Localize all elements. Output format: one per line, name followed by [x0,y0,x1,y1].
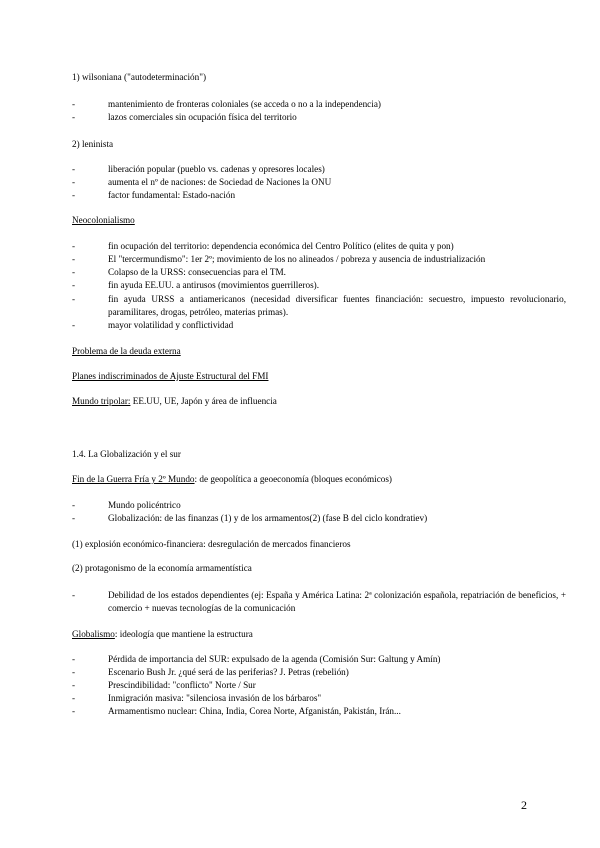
section-heading-mundo-tripolar: Mundo tripolar: [72,396,131,406]
paragraph: (2) protagonismo de la economía armamentística [72,563,252,573]
section-heading-planes: Planes indiscriminados de Ajuste Estructural del FMI [72,371,269,381]
list-item-text: Pérdida de importancia del SUR: expulsado de la agenda (Comisión Sur: Galtung y Amín) [108,654,441,664]
list-item-text: Mundo policéntrico [108,500,181,510]
globalismo-text: : ideología que mantiene la estructura [114,629,253,639]
guerra-fria-line [72,474,530,485]
list-item [72,667,566,678]
mundo-tripolar-line [72,396,530,407]
list-item [72,164,566,175]
list-item-text: fin ocupación del territorio: dependencia económica del Centro Político (elites de quita y pon) [108,241,454,251]
bullet-dash: - [72,654,76,664]
page-number: 2 [521,798,527,812]
bullet-dash: - [72,267,76,277]
list-item-text: mantenimiento de fronteras coloniales (se acceda o no a la independencia) [108,99,381,109]
list-item-text: Globalización: de las finanzas (1) y de los armamentos(2) (fase B del ciclo kondratiev) [108,513,428,523]
list-item-text: Debilidad de los estados dependientes (ej: España y América Latina: 2ª colonización española, repatriación de beneficios, + comercio + nuevas tecnologías de la comunicación [108,590,566,613]
bullet-dash: - [72,164,76,174]
list-item-text: fin ayuda URSS a antiamericanos (necesidad diversificar fuentes financiación: secuestro, impuesto revolucionario, paramilitares, drogas, petróleo, materias primas). [108,294,566,317]
list-item [72,706,566,717]
bullet-dash: - [72,590,76,600]
list-item-text: factor fundamental: Estado-nación [108,190,236,200]
bullet-dash: - [72,667,76,677]
bullet-dash: - [72,500,76,510]
bullet-dash: - [72,680,76,690]
list-item [72,320,566,331]
list-item [72,293,566,319]
list-item [72,190,566,201]
list-item [72,280,566,291]
bullet-dash: - [72,99,76,109]
list-item [72,241,566,252]
section-heading-guerra-fria: Fin de la Guerra Fría y 2º Mundo [72,474,195,484]
list-item-text: Colapso de la URSS: consecuencias para el TM. [108,267,286,277]
bullet-dash: - [72,241,76,251]
bullet-dash: - [72,320,76,330]
list-item [72,500,566,511]
list-item [72,254,566,265]
bullet-dash: - [72,693,76,703]
section-heading-deuda: Problema de la deuda externa [72,346,181,356]
paragraph: (1) explosión económico-financiera: desregulación de mercados financieros [72,539,351,549]
bullet-dash: - [72,294,76,304]
list-item [72,589,566,615]
list-item [72,654,566,665]
guerra-fria-text: : de geopolítica a geoeconomía (bloques económicos) [194,474,392,484]
bullet-dash: - [72,112,76,122]
list-item-text: Prescindibilidad: "conflicto" Norte / Sur [108,680,256,690]
list-item-text: Inmigración masiva: "silenciosa invasión de los bárbaros" [108,693,322,703]
list-item [72,693,566,704]
list-item-text: fin ayuda EE.UU. a antirusos (movimientos guerrilleros). [108,280,320,290]
list-item-text: Escenario Bush Jr. ¿qué será de las periferias? J. Petras (rebelión) [108,667,349,677]
list-item [72,680,566,691]
bullet-dash: - [72,254,76,264]
list-item-text: aumenta el nº de naciones: de Sociedad de Naciones la ONU [108,177,332,187]
list-item [72,99,566,110]
section-heading-neocolonialismo: Neocolonialismo [72,215,135,225]
mundo-tripolar-text: EE.UU, UE, Japón y área de influencia [130,396,277,406]
list-item-text: El "tercermundismo": 1er 2º; movimiento de los no alineados / pobreza y ausencia de industrialización [108,254,486,264]
bullet-dash: - [72,513,76,523]
section-heading-globalismo: Globalismo [72,629,115,639]
list-heading-wilsoniana: 1) wilsoniana ("autodeterminación") [72,72,207,82]
list-item-text: mayor volatilidad y conflictividad [108,320,234,330]
list-item-text: Armamentismo nuclear: China, India, Corea Norte, Afganistán, Pakistán, Irán... [108,706,401,716]
list-item-text: lazos comerciales sin ocupación física del territorio [108,112,297,122]
list-item [72,112,566,123]
bullet-dash: - [72,280,76,290]
list-item [72,513,566,524]
bullet-dash: - [72,706,76,716]
globalismo-line [72,629,530,640]
list-item [72,177,566,188]
chapter-heading: 1.4. La Globalización y el sur [72,449,181,459]
bullet-dash: - [72,177,76,187]
bullet-dash: - [72,190,76,200]
list-item [72,267,566,278]
list-heading-leninista: 2) leninista [72,139,114,149]
list-item-text: liberación popular (pueblo vs. cadenas y opresores locales) [108,164,325,174]
